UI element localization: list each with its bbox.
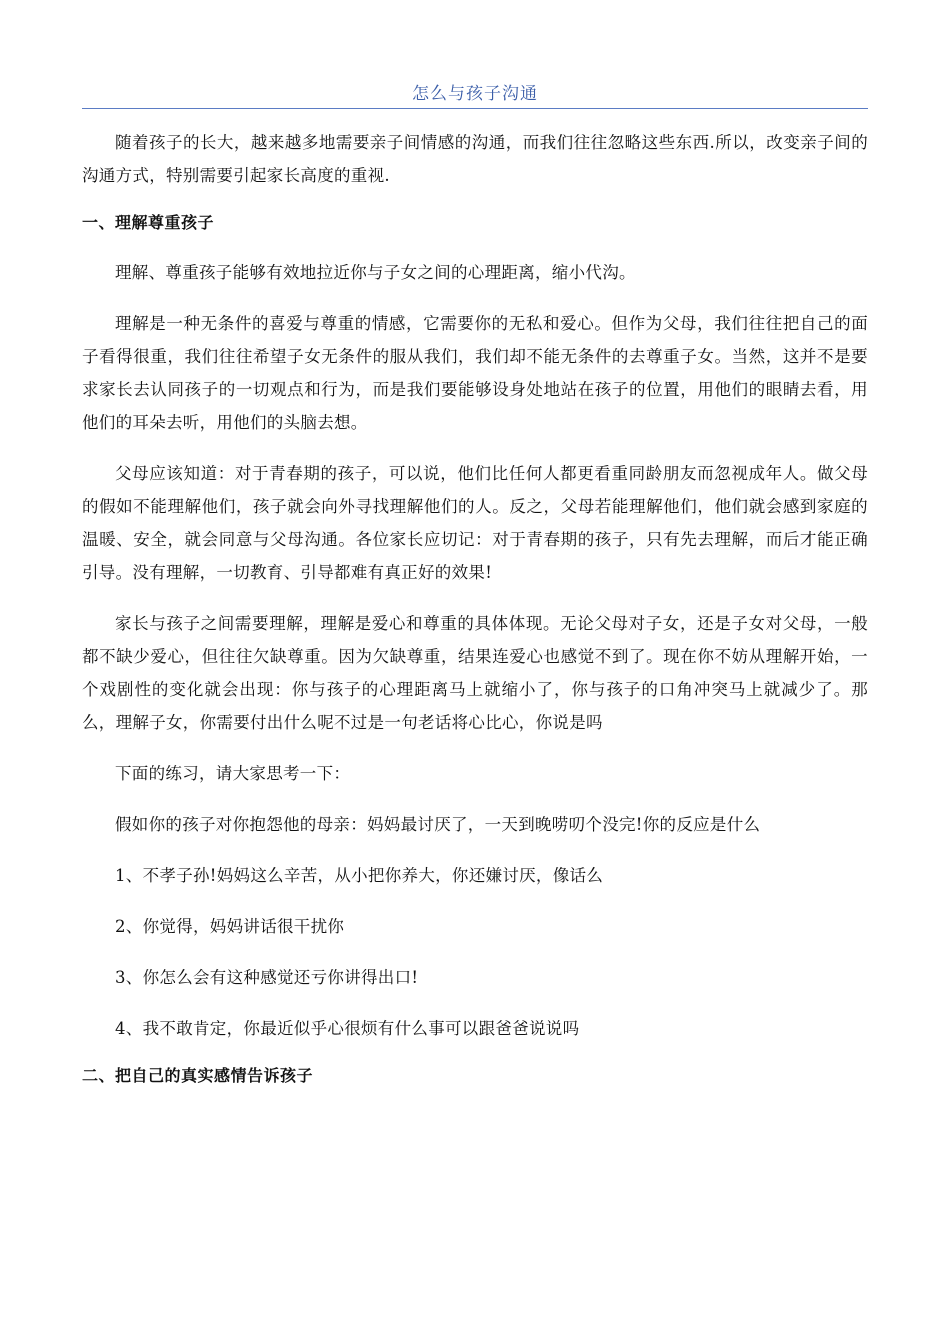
- intro-paragraph: 随着孩子的长大，越来越多地需要亲子间情感的沟通，而我们往往忽略这些东西.所以，改变亲子间的沟通方式，特别需要引起家长高度的重视.: [82, 133, 868, 185]
- section-heading-2: 二、把自己的真实感情告诉孩子: [82, 1066, 314, 1085]
- section-heading-1: 一、理解尊重孩子: [82, 213, 215, 232]
- exercise-option-4: 4、我不敢肯定，你最近似乎心很烦有什么事可以跟爸爸说说吗: [115, 1019, 580, 1038]
- exercise-option-3: 3、你怎么会有这种感觉还亏你讲得出口!: [115, 968, 419, 987]
- paragraph: 家长与孩子之间需要理解，理解是爱心和尊重的具体体现。无论父母对子女，还是子女对父母，一般都不缺少爱心，但往往欠缺尊重。因为欠缺尊重，结果连爱心也感觉不到了。现在你不妨从理解开始，一个戏剧性的变化就会出现：你与孩子的心理距离马上就缩小了，你与孩子的口角冲突马上就减少了。那么，理解子女，你需要付出什么呢不过是一句老话将心比心，你说是吗: [82, 614, 868, 732]
- exercise-option-2: 2、你觉得，妈妈讲话很干扰你: [115, 917, 345, 936]
- paragraph: 理解、尊重孩子能够有效地拉近你与子女之间的心理距离，缩小代沟。: [115, 263, 636, 282]
- exercise-question: 假如你的孩子对你抱怨他的母亲：妈妈最讨厌了，一天到晚唠叨个没完!你的反应是什么: [115, 815, 761, 834]
- paragraph: 父母应该知道：对于青春期的孩子，可以说，他们比任何人都更看重同龄朋友而忽视成年人。做父母的假如不能理解他们，孩子就会向外寻找理解他们的人。反之，父母若能理解他们，他们就会感到家庭的温暖、安全，就会同意与父母沟通。各位家长应切记：对于青春期的孩子，只有先去理解，而后才能正确引导。没有理解，一切教育、引导都难有真正好的效果!: [82, 464, 868, 582]
- exercise-prompt: 下面的练习，请大家思考一下：: [115, 764, 351, 783]
- paragraph: 理解是一种无条件的喜爱与尊重的情感，它需要你的无私和爱心。但作为父母，我们往往把自己的面子看得很重，我们往往希望子女无条件的服从我们，我们却不能无条件的去尊重子女。当然，这并不是要求家长去认同孩子的一切观点和行为，而是我们要能够设身处地站在孩子的位置，用他们的眼睛去看，用他们的耳朵去听，用他们的头脑去想。: [82, 314, 868, 432]
- document-title: 怎么与孩子沟通: [412, 84, 538, 104]
- exercise-option-1: 1、不孝子孙!妈妈这么辛苦，从小把你养大，你还嫌讨厌，像话么: [115, 866, 604, 885]
- header-divider: [82, 108, 868, 109]
- document-body: [82, 126, 868, 1109]
